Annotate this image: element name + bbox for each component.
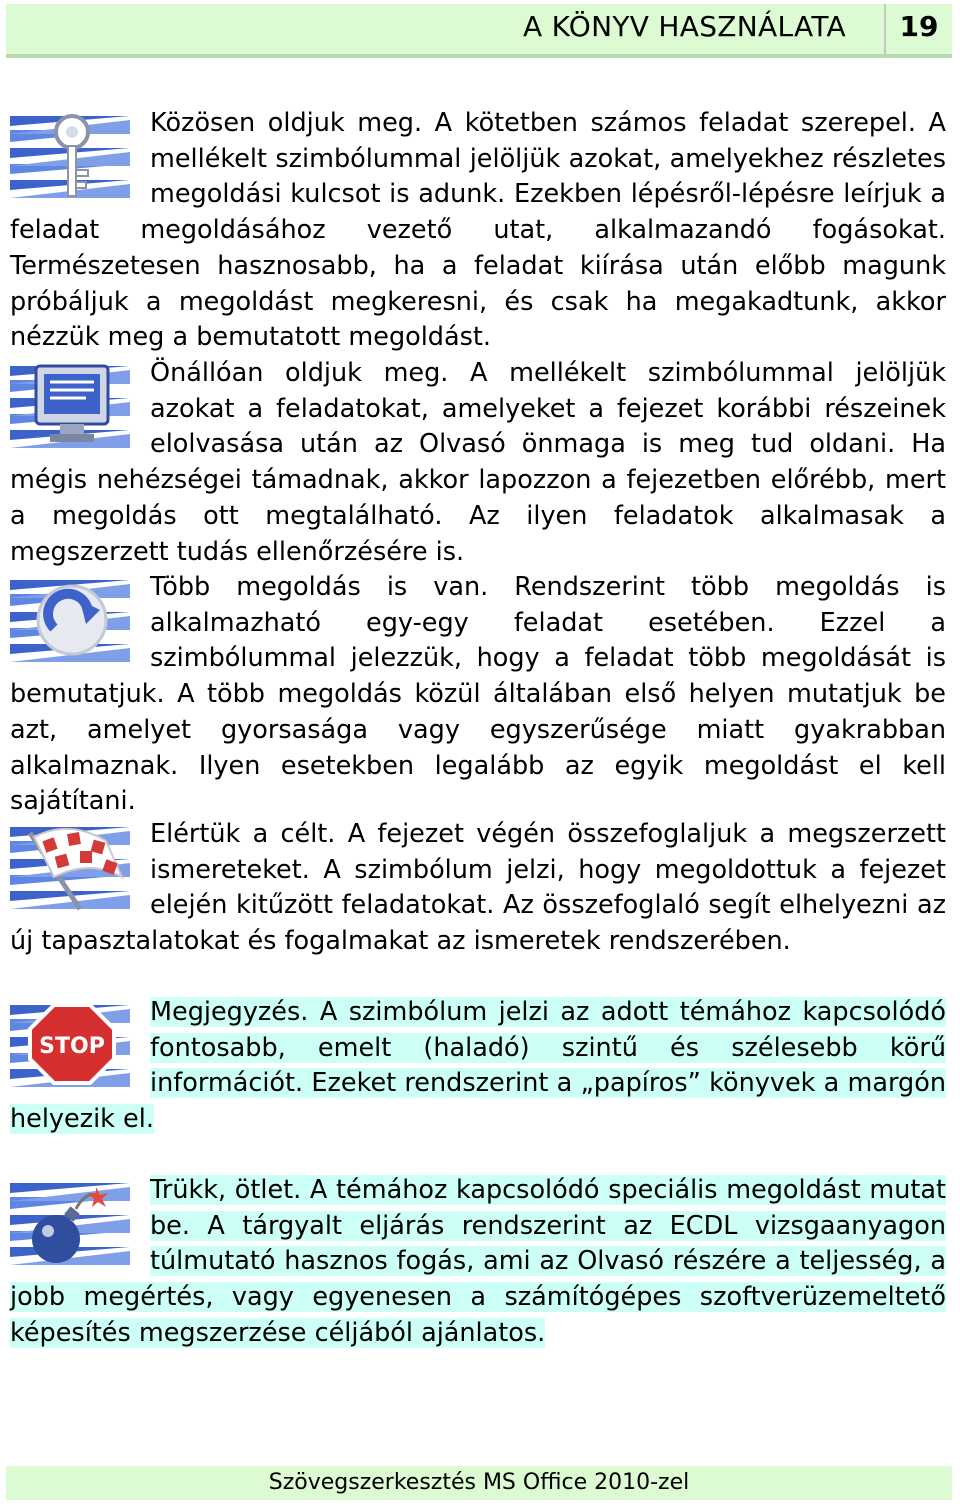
checkered-flag-icon (10, 819, 150, 919)
svg-text:STOP: STOP (39, 1034, 105, 1059)
page-number: 19 (899, 10, 939, 43)
section-text: Önállóan oldjuk meg. A mellékelt szimbólummal jelöljük azokat a feladatokat, amelyeket a fejezet korábbi részeinek elolvasása után az Olvasó önmaga is meg tud oldani. Ha mégis nehézségei támadnak, akkor lapozzon a fejezetben előrébb, mert a megoldás ott megtalálható. Az ilyen feladatok alkalmasak a megszerzett tudás ellenőrzésére is. (10, 358, 946, 567)
bomb-icon (10, 1175, 150, 1275)
key-icon (10, 108, 150, 208)
section-monitor (10, 356, 946, 570)
section-bomb (10, 1173, 946, 1352)
section-text: Elértük a célt. A fejezet végén összefoglaljuk a megszerzett ismereteket. A szimbólum jelzi, hogy megoldottuk a fejezet elején kitűzött feladatokat. Az összefoglaló segít elhelyezni az új tapasztalatokat és fogalmakat az ismeretek rendszerében. (10, 819, 946, 957)
section-text: Közösen oldjuk meg. A kötetben számos feladat szerepel. A mellékelt szimbólummal jelöljük azokat, amelyekhez részletes megoldási kulcsot is adunk. Ezekben lépésről-lépésre leírjuk a feladat megoldásához vezető utat, alkalmazandó fogásokat. Természetesen hasznosabb, ha a feladat kiírása után előbb magunk próbáljuk a megoldást megkeresni, és csak ha megakadtunk, akkor nézzük meg a bemutatott megoldást. (10, 108, 946, 353)
header-separator (884, 4, 886, 54)
stop-sign-icon (10, 997, 150, 1097)
monitor-icon (10, 358, 150, 458)
section-text: Több megoldás is van. Rendszerint több megoldás is alkalmazható egy-egy feladat esetében. Ezzel a szimbólummal jelezzük, hogy a feladat több megoldását is bemutatjuk. A több megoldás közül általában első helyen mutatjuk be azt, amelyet gyorsasága vagy egyszerűsége miatt gyakrabban alkalmaznak. Ilyen esetekben legalább az egyik megoldást el kell sajátítani. (10, 572, 946, 817)
highlighted-note: Megjegyzés. A szimbólum jelzi az adott témához kapcsolódó fontosabb, emelt (haladó) szintű és szélesebb körű információt. Ezeket rendszerint a „papíros” könyvek a margón helyezik el. (10, 997, 946, 1135)
refresh-icon (10, 572, 150, 672)
page-footer: Szövegszerkesztés MS Office 2010-zel (6, 1466, 952, 1500)
section-flag (10, 817, 946, 960)
section-refresh (10, 570, 946, 820)
running-title: A KÖNYV HASZNÁLATA (523, 10, 846, 43)
section-key (10, 106, 946, 356)
highlighted-tip: Trükk, ötlet. A témához kapcsolódó speciális megoldást mutat be. A tárgyalt eljárás rendszerint az ECDL vizsgaanyagon túlmutató hasznos fogás, ami az Olvasó részére a teljesség, a jobb megértés, vagy egyenesen a számítógépes szoftverüzemeltető képesítés megszerzése céljából ajánlatos. (10, 1175, 946, 1348)
section-stop (10, 995, 946, 1138)
page-header (6, 4, 952, 58)
